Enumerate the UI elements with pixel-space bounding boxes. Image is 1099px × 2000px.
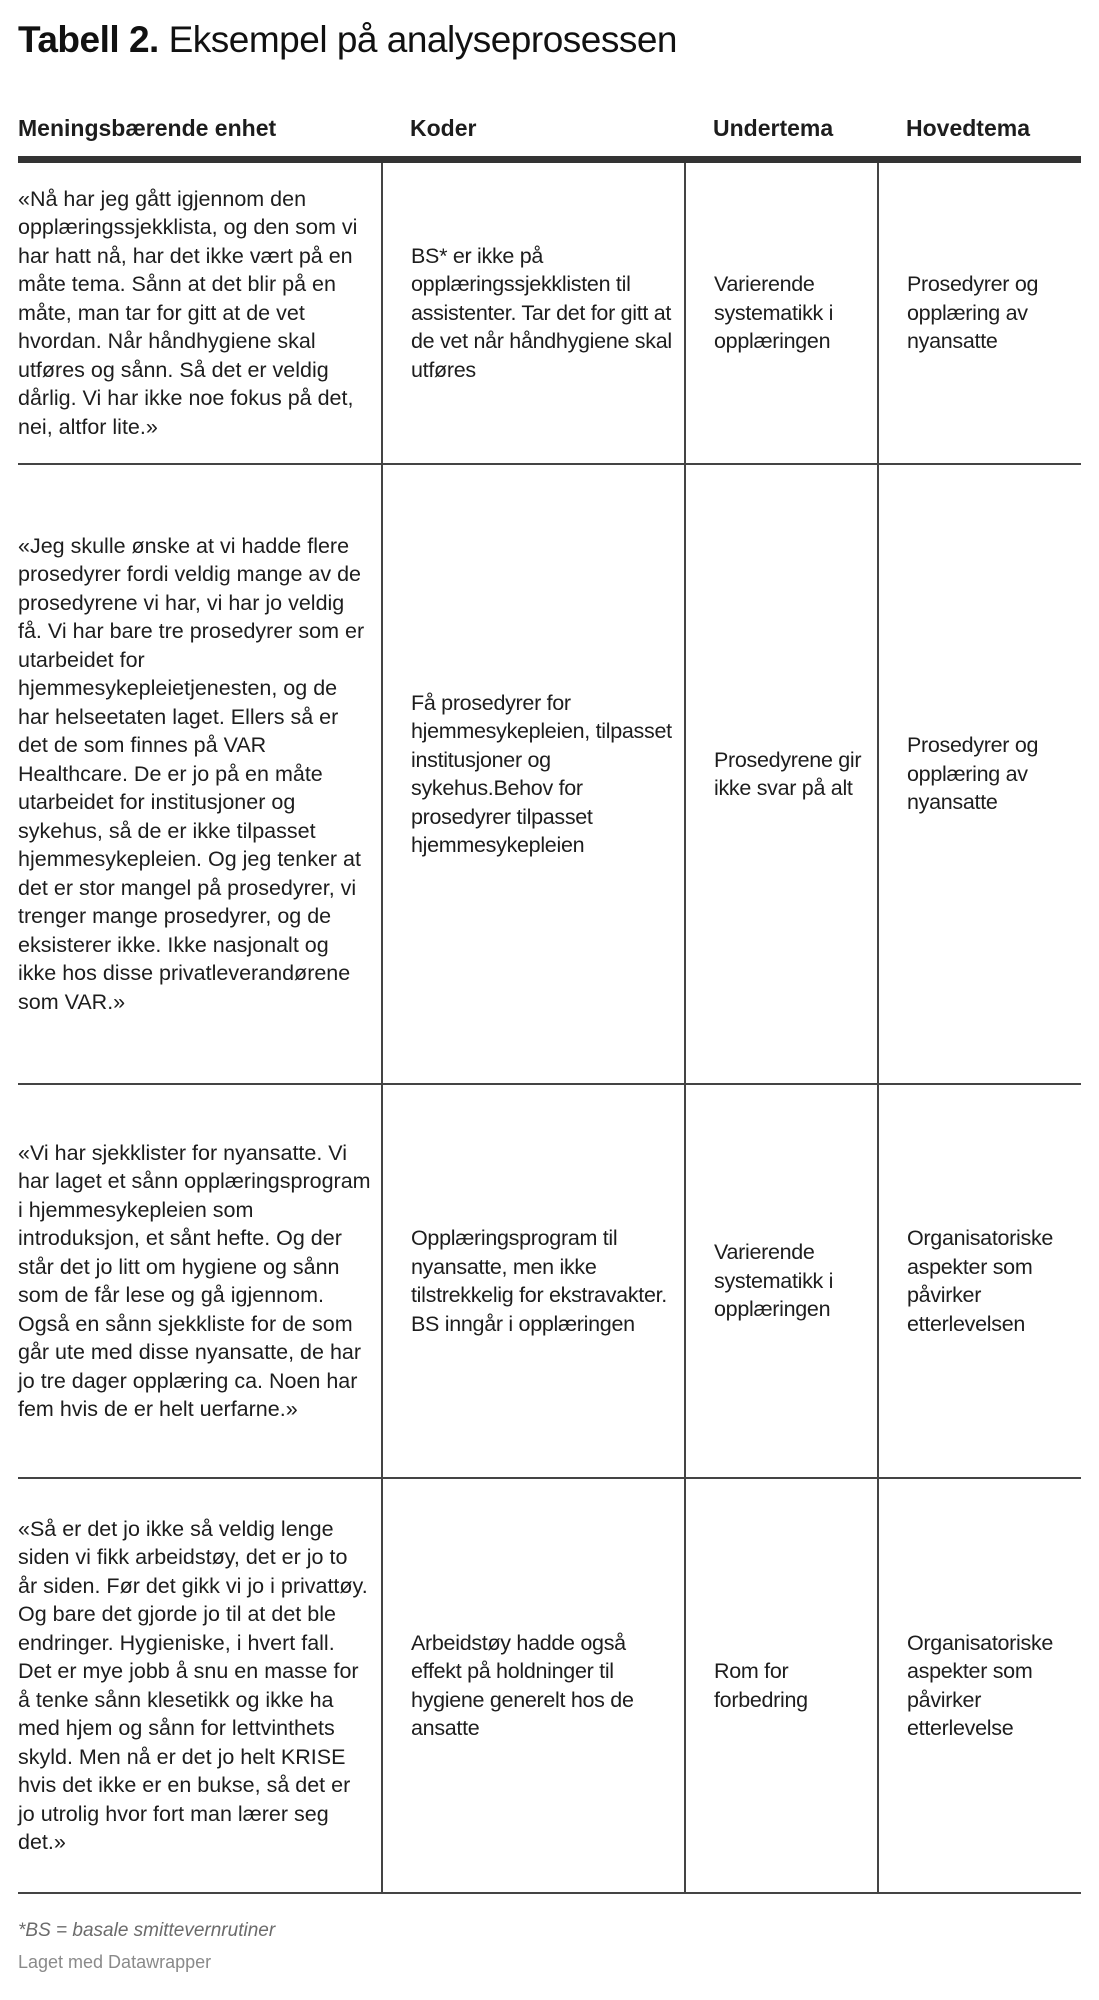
table-row bbox=[18, 160, 1081, 465]
table-number: Tabell 2. bbox=[18, 19, 159, 60]
column-header-meaning-unit: Meningsbærende enhet bbox=[18, 106, 382, 160]
table-row bbox=[18, 1478, 1081, 1893]
codes-cell: Arbeidstøy hadde også effekt på holdninger til hygiene generelt hos de ansatte bbox=[382, 1478, 685, 1893]
subtheme-cell: Rom for forbedring bbox=[685, 1478, 878, 1893]
column-header-subtheme: Undertema bbox=[685, 106, 878, 160]
table-row bbox=[18, 1084, 1081, 1478]
codes-cell: BS* er ikke på opplæringssjekklisten til assistenter. Tar det for gitt at de vet når håndhygiene skal utføres bbox=[382, 160, 685, 465]
table-caption: Eksempel på analyseprosessen bbox=[158, 19, 678, 60]
main-theme-cell: Prosedyrer og opplæring av nyansatte bbox=[878, 160, 1081, 465]
main-theme-cell: Organisatoriske aspekter som påvirker etterlevelse bbox=[878, 1478, 1081, 1893]
codes-cell: Få prosedyrer for hjemmesykepleien, tilpasset institusjoner og sykehus.Behov for prosedyrer tilpasset hjemmesykepleien bbox=[382, 464, 685, 1084]
credit-link[interactable]: Laget med Datawrapper bbox=[18, 1952, 212, 1972]
main-theme-cell: Prosedyrer og opplæring av nyansatte bbox=[878, 464, 1081, 1084]
table-notes bbox=[18, 1920, 275, 1973]
subtheme-cell: Prosedyrene gir ikke svar på alt bbox=[685, 464, 878, 1084]
header-row bbox=[18, 106, 1081, 160]
main-theme-cell: Organisatoriske aspekter som påvirker etterlevelsen bbox=[878, 1084, 1081, 1478]
analysis-table bbox=[18, 106, 1081, 1894]
subtheme-cell: Varierende systematikk i opplæringen bbox=[685, 160, 878, 465]
footnote: *BS = basale smittevernrutiner bbox=[18, 1920, 276, 1941]
meaning-unit-cell: «Vi har sjekklister for nyansatte. Vi har laget et sånn opplæringsprogram i hjemmesykepleien som introduksjon, et sånt hefte. Og der står det jo litt om hygiene og sånn som de får lese og gå igjennom. Også en sånn sjekkliste for de som går ute med disse nyansatte, de har jo tre dager opplæring ca. Noen har fem hvis de er helt uerfarne.» bbox=[18, 1084, 382, 1478]
meaning-unit-cell: «Nå har jeg gått igjennom den opplæringssjekklista, og den som vi har hatt nå, har det ikke vært på en måte tema. Sånn at det blir på en måte, man tar for gitt at de vet hvordan. Når håndhygiene skal utføres og sånn. Så det er veldig dårlig. Vi har ikke noe fokus på det, nei, altfor lite.» bbox=[18, 160, 382, 465]
column-header-main-theme: Hovedtema bbox=[878, 106, 1081, 160]
subtheme-cell: Varierende systematikk i opplæringen bbox=[685, 1084, 878, 1478]
table-row bbox=[18, 464, 1081, 1084]
codes-cell: Opplæringsprogram til nyansatte, men ikke tilstrekkelig for ekstravakter. BS inngår i opplæringen bbox=[382, 1084, 685, 1478]
column-header-codes: Koder bbox=[382, 106, 685, 160]
meaning-unit-cell: «Så er det jo ikke så veldig lenge siden vi fikk arbeidstøy, det er jo to år siden. Før det gikk vi jo i privattøy. Og bare det gjorde jo til at det ble endringer. Hygieniske, i hvert fall. Det er mye jobb å snu en masse for å tenke sånn klesetikk og ikke ha med hjem og sånn for lettvinthets skyld. Men nå er det jo helt KRISE hvis det ikke er en bukse, så det er jo utrolig hvor fort man lærer seg det.» bbox=[18, 1478, 382, 1893]
table-title bbox=[18, 16, 677, 64]
meaning-unit-cell: «Jeg skulle ønske at vi hadde flere prosedyrer fordi veldig mange av de prosedyrene vi har, vi har jo veldig få. Vi har bare tre prosedyrer som er utarbeidet for hjemmesykepleietjenesten, og de har helseetaten laget. Ellers så er det de som finnes på VAR Healthcare. De er jo på en måte utarbeidet for institusjoner og sykehus, så de er ikke tilpasset hjemmesykepleien. Og jeg tenker at det er stor mangel på prosedyrer, vi trenger mange prosedyrer, og de eksisterer ikke. Ikke nasjonalt og ikke hos disse privatleverandørene som VAR.» bbox=[18, 464, 382, 1084]
